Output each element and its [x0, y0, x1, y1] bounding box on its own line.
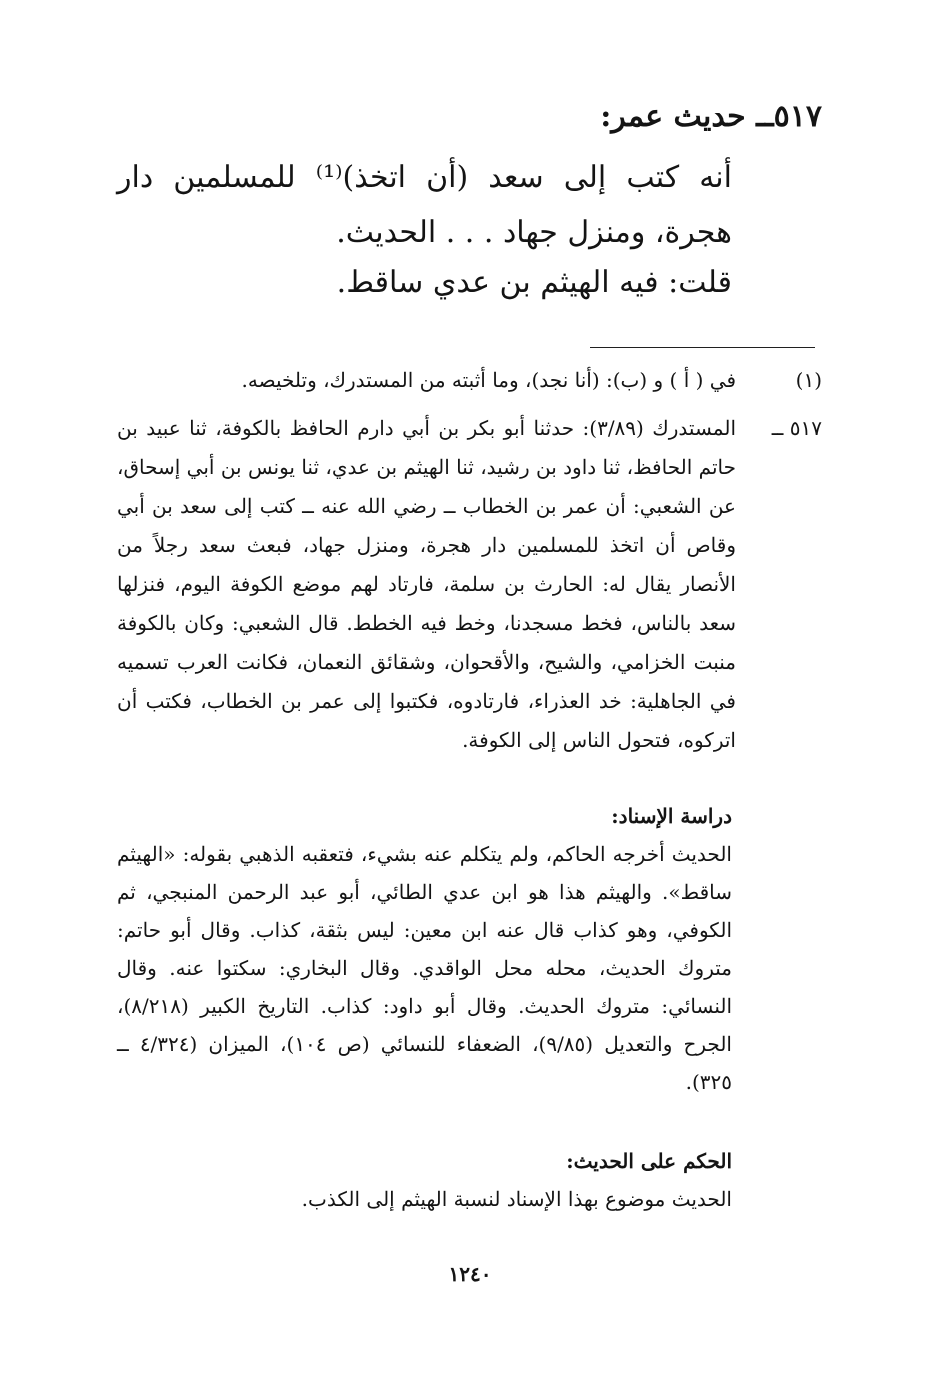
hadith-ruling-section: [117, 1142, 732, 1218]
isnad-study-section: [117, 797, 732, 1101]
hadith-text: أنه كتب إلى سعد (أن اتخذ)⁽¹⁾ للمسلمين دار هجرة، ومنزل جهاد . . . الحديث.: [117, 160, 732, 250]
hadith-ruling-heading: الحكم على الحديث:: [566, 1149, 732, 1173]
hadith-title: ٥١٧ــ حديث عمر:: [600, 99, 822, 134]
isnad-study-heading: دراسة الإسناد:: [611, 804, 732, 828]
page-number: ١٢٤٠: [448, 1262, 492, 1286]
footnote-517-label: ٥١٧ ــ: [771, 416, 822, 440]
isnad-study-text: الحديث أخرجه الحاكم، ولم يتكلم عنه بشيء، فتعقبه الذهبي بقوله: «الهيثم ساقط». والهيثم هذا هو ابن عدي الطائي، أبو عبد الرحمن المنبجي، ثم الكوفي، وهو كذاب قال عنه ابن معين: ليس بثقة، كذاب. وقال أبو حاتم: متروك الحديث، محله محل الواقدي. وقال البخاري: سكتوا عنه. وقال النسائي: متروك الحديث. وقال أبو داود: كذاب. التاريخ الكبير (٨/٢١٨)، الجرح والتعديل (٩/٨٥)، الضعفاء للنسائي (ص ١٠٤)، الميزان (٤/٣٢٤ ــ ٣٢٥).: [117, 842, 733, 1094]
footnote-1: [117, 361, 822, 400]
hadith-ruling-text: الحديث موضوع بهذا الإسناد لنسبة الهيثم إلى الكذب.: [301, 1187, 732, 1211]
hadith-note: قلت: فيه الهيثم بن عدي ساقط.: [336, 265, 732, 300]
footnote-1-text: في ( أ ) و (ب): (أنا نجد)، وما أثبته من المستدرك، وتلخيصه.: [241, 368, 736, 392]
footnote-517: [117, 409, 822, 760]
footnote-separator: [590, 347, 815, 348]
footnote-517-text: المستدرك (٣/٨٩): حدثنا أبو بكر بن أبي دارم الحافظ بالكوفة، ثنا عبيد بن حاتم الحافظ، ثنا داود بن رشيد، ثنا الهيثم بن عدي، ثنا يونس بن أبي إسحاق، عن الشعبي: أن عمر بن الخطاب ــ رضي الله عنه ــ كتب إلى سعد بن أبي وقاص أن اتخذ للمسلمين دار هجرة، ومنزل جهاد، فبعث سعد رجلاً من الأنصار يقال له: الحارث بن سلمة، فارتاد لهم موضع الكوفة اليوم، فنزلها سعد بالناس، فخط مسجدنا، وخط فيه الخطط. قال الشعبي: وكان بالكوفة منبت الخزامي، والشيح، والأقحوان، وشقائق النعمان، فكانت العرب تسميه في الجاهلية: خد العذراء، فارتادوه، فكتبوا إلى عمر بن الخطاب، فكتب أن اتركوه، فتحول الناس إلى الكوفة.: [117, 416, 737, 752]
footnote-1-label: (١): [795, 368, 822, 392]
